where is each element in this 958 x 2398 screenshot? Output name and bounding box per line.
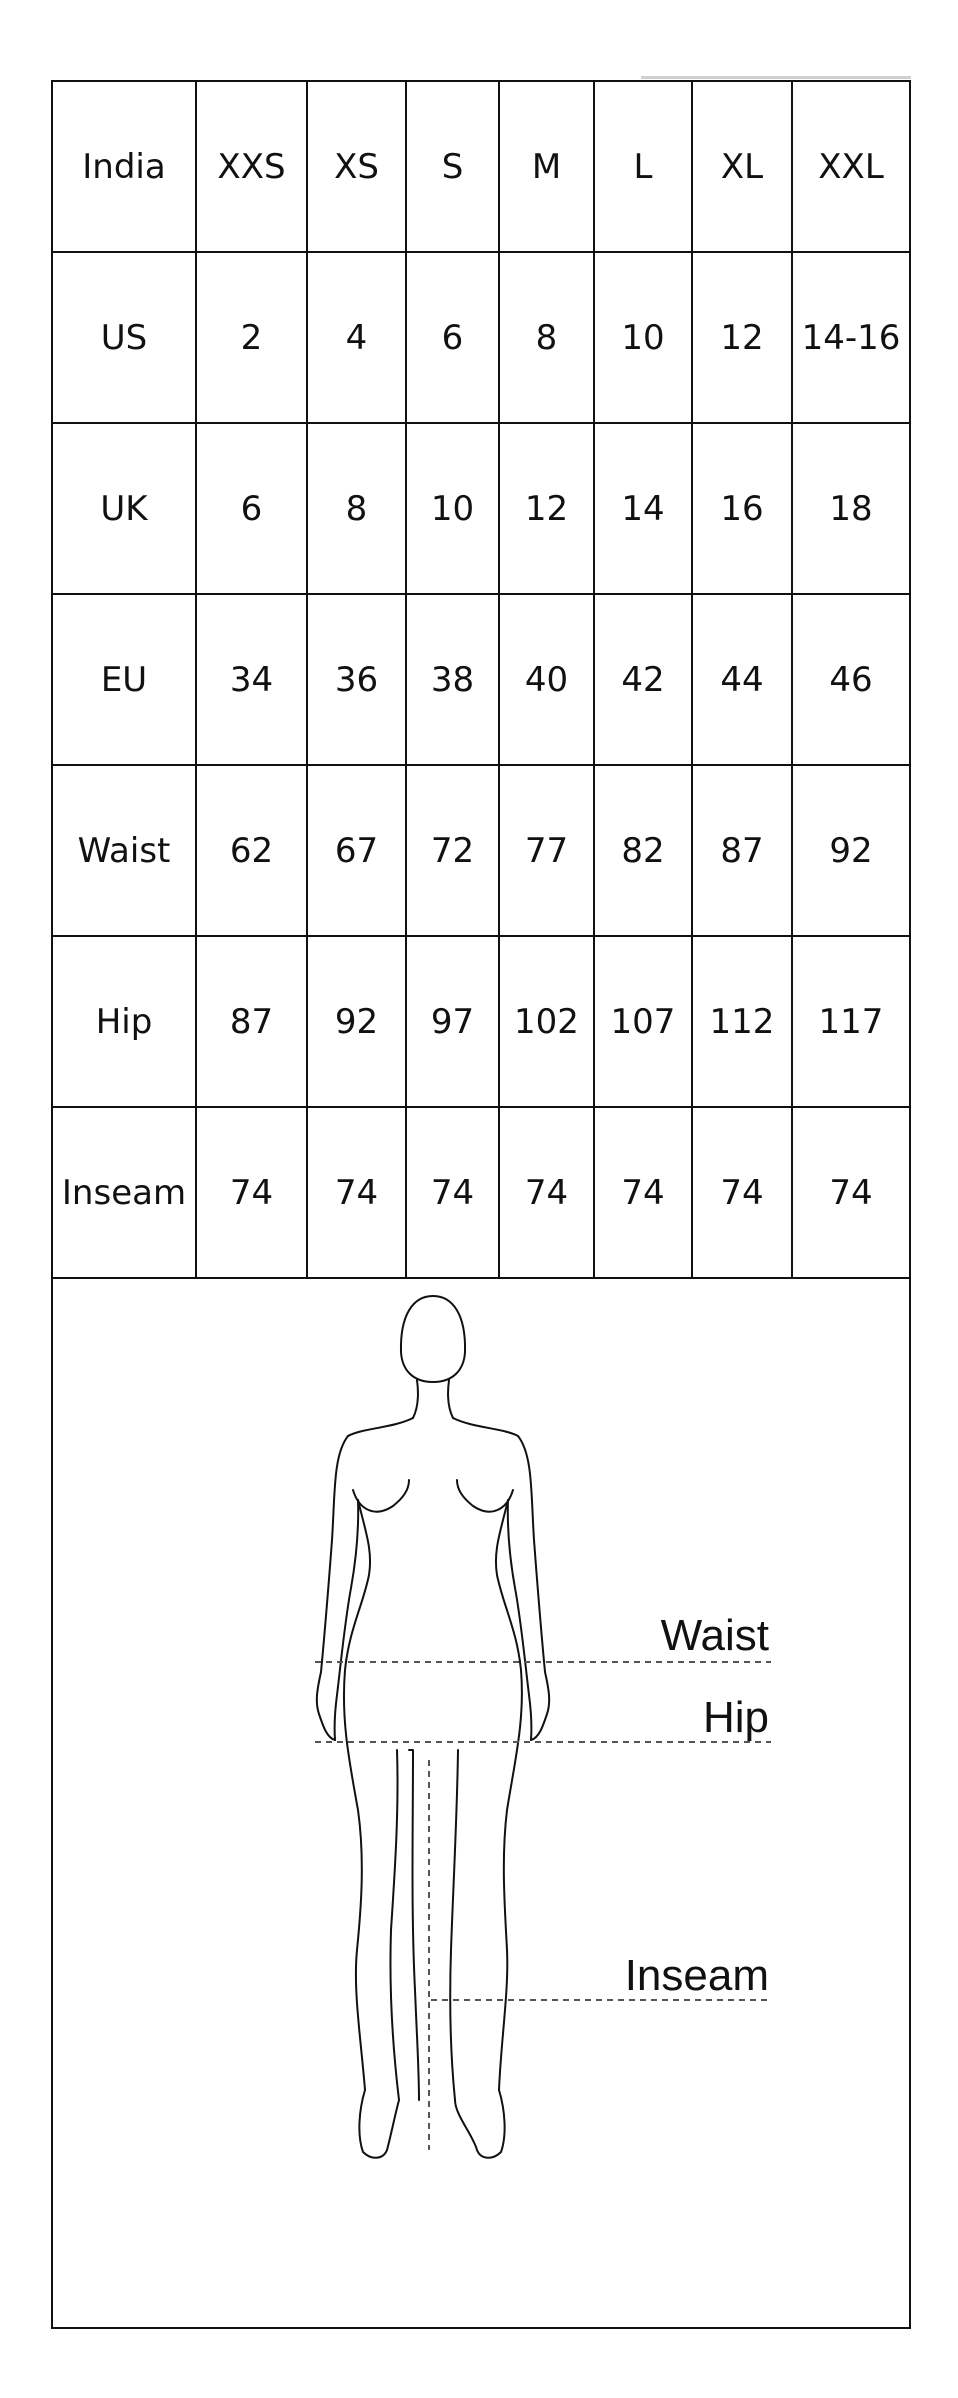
size-cell: 62 — [196, 765, 307, 936]
size-cell: 6 — [196, 423, 307, 594]
size-cell: 74 — [499, 1107, 594, 1278]
size-cell: 74 — [196, 1107, 307, 1278]
size-cell: S — [406, 82, 499, 252]
size-cell: XS — [307, 82, 406, 252]
row-india — [53, 82, 909, 252]
size-cell: 74 — [792, 1107, 909, 1278]
size-cell: 12 — [692, 252, 792, 423]
size-cell: M — [499, 82, 594, 252]
size-cell: 8 — [307, 423, 406, 594]
size-cell: 18 — [792, 423, 909, 594]
size-cell: 42 — [594, 594, 692, 765]
row-inseam — [53, 1107, 909, 1278]
size-cell: 74 — [406, 1107, 499, 1278]
hip-label: Hip — [702, 1693, 769, 1742]
size-cell: XXL — [792, 82, 909, 252]
size-cell: 77 — [499, 765, 594, 936]
waist-label: Waist — [660, 1611, 769, 1660]
size-cell: 14 — [594, 423, 692, 594]
row-label: UK — [53, 423, 196, 594]
row-us — [53, 252, 909, 423]
row-hip — [53, 936, 909, 1107]
size-cell: 2 — [196, 252, 307, 423]
size-cell: 72 — [406, 765, 499, 936]
size-cell: 87 — [196, 936, 307, 1107]
size-cell: 97 — [406, 936, 499, 1107]
size-cell: 67 — [307, 765, 406, 936]
row-eu — [53, 594, 909, 765]
size-cell: 14-16 — [792, 252, 909, 423]
size-cell: XL — [692, 82, 792, 252]
size-cell: 6 — [406, 252, 499, 423]
top-edge-strip — [641, 76, 911, 79]
measurement-figure-area — [53, 1290, 909, 2327]
size-cell: 4 — [307, 252, 406, 423]
row-label: EU — [53, 594, 196, 765]
size-cell: XXS — [196, 82, 307, 252]
row-label: US — [53, 252, 196, 423]
size-cell: L — [594, 82, 692, 252]
size-cell: 36 — [307, 594, 406, 765]
size-cell: 38 — [406, 594, 499, 765]
row-label: Inseam — [53, 1107, 196, 1278]
row-uk — [53, 423, 909, 594]
row-label: Waist — [53, 765, 196, 936]
size-cell: 40 — [499, 594, 594, 765]
row-waist — [53, 765, 909, 936]
size-table — [53, 82, 909, 1279]
size-cell: 112 — [692, 936, 792, 1107]
size-cell: 10 — [594, 252, 692, 423]
size-cell: 87 — [692, 765, 792, 936]
size-cell: 44 — [692, 594, 792, 765]
female-body-outline-icon — [317, 1296, 549, 2158]
size-cell: 8 — [499, 252, 594, 423]
size-cell: 34 — [196, 594, 307, 765]
size-cell: 117 — [792, 936, 909, 1107]
size-cell: 12 — [499, 423, 594, 594]
inseam-label: Inseam — [624, 1951, 769, 2000]
size-cell: 74 — [307, 1107, 406, 1278]
size-cell: 74 — [692, 1107, 792, 1278]
size-chart — [51, 80, 911, 2329]
size-cell: 102 — [499, 936, 594, 1107]
size-cell: 92 — [307, 936, 406, 1107]
size-cell: 82 — [594, 765, 692, 936]
body-outline-illustration — [53, 1290, 909, 2327]
size-cell: 107 — [594, 936, 692, 1107]
size-cell: 46 — [792, 594, 909, 765]
row-label: India — [53, 82, 196, 252]
row-label: Hip — [53, 936, 196, 1107]
size-cell: 74 — [594, 1107, 692, 1278]
size-cell: 16 — [692, 423, 792, 594]
size-cell: 10 — [406, 423, 499, 594]
size-cell: 92 — [792, 765, 909, 936]
